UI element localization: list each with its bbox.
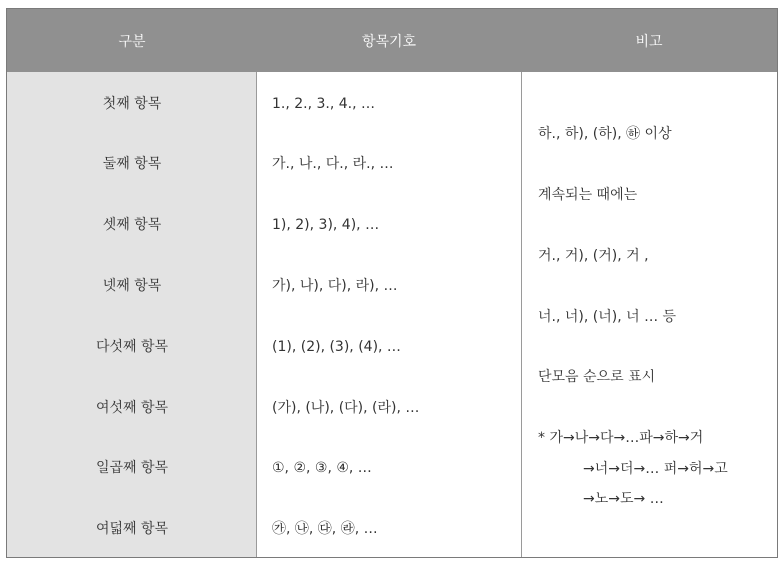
- level-label-3: 셋째 항목: [102, 217, 162, 233]
- remark-line-6: * 가→나→다→…파→하→거: [538, 430, 704, 446]
- symbol-text-2: 가., 나., 다., 라., …: [272, 156, 394, 172]
- remark-line-4: 너., 너), (너), 너 … 등: [538, 309, 677, 325]
- header-remarks: 비고: [635, 33, 663, 50]
- remark-line-7: →너→더→… 퍼→허→고: [583, 461, 728, 477]
- symbol-text-4: 가), 나), 다), 라), …: [272, 278, 398, 294]
- level-label-2: 둘째 항목: [102, 156, 162, 172]
- symbol-text-8: ㉮, ㉯, ㉰, ㉱, …: [272, 521, 378, 537]
- symbol-column: [257, 72, 522, 557]
- header-item-symbol: 항목기호: [361, 33, 417, 50]
- remark-line-5: 단모음 순으로 표시: [538, 369, 656, 385]
- remarks-column: [522, 72, 777, 557]
- symbol-text-1: 1., 2., 3., 4., …: [272, 96, 376, 112]
- level-label-6: 여섯째 항목: [95, 400, 169, 416]
- symbol-text-3: 1), 2), 3), 4), …: [272, 217, 380, 233]
- remark-line-3: 거., 거), (거), 거 ,: [538, 248, 649, 264]
- remark-line-1: 하., 하), (하), ㉻ 이상: [538, 126, 672, 142]
- remark-line-8: →노→도→ …: [583, 491, 664, 507]
- item-symbol-table: [6, 8, 778, 558]
- table-header: [7, 9, 777, 72]
- symbol-text-7: ①, ②, ③, ④, …: [272, 460, 372, 476]
- symbol-text-5: (1), (2), (3), (4), …: [272, 339, 401, 355]
- header-category: 구분: [118, 33, 146, 50]
- symbol-text-6: (가), (나), (다), (라), …: [272, 400, 420, 416]
- level-label-1: 첫째 항목: [102, 96, 162, 112]
- level-label-7: 일곱째 항목: [95, 460, 169, 476]
- level-label-4: 넷째 항목: [102, 278, 162, 294]
- level-label-8: 여덟째 항목: [95, 521, 169, 537]
- remark-line-2: 계속되는 때에는: [538, 187, 638, 203]
- level-label-5: 다섯째 항목: [95, 339, 169, 355]
- category-column: [7, 72, 257, 557]
